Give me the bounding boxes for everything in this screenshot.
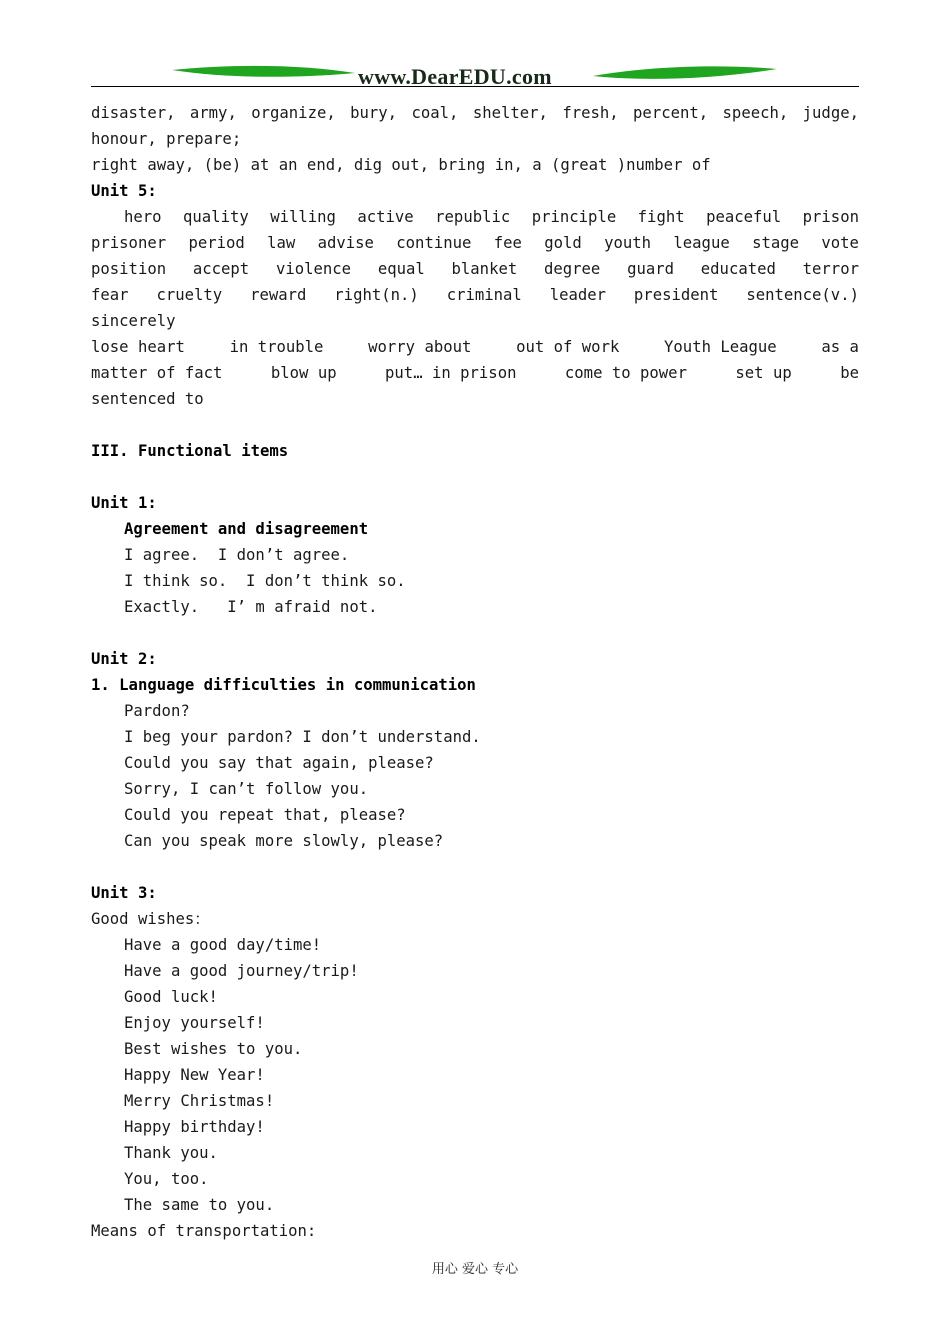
functional-unit3-subtitle: Good wishes： xyxy=(91,910,210,928)
vocab-item: president xyxy=(633,286,719,304)
vocab-item: fight xyxy=(637,208,685,226)
vocab-item: lose heart xyxy=(91,338,185,356)
vocab-item: fresh, xyxy=(562,104,619,122)
vocab-item: reward xyxy=(250,286,307,304)
vocab-item: peaceful xyxy=(706,208,782,226)
unit4-words-line-1 xyxy=(91,100,859,126)
left-swoosh xyxy=(172,66,355,77)
vocab-item: prisoner xyxy=(91,234,167,252)
vocab-item: equal xyxy=(377,260,425,278)
vocab-item: youth xyxy=(604,234,652,252)
unit5-words-line-1 xyxy=(91,204,859,230)
phrase-line: I agree. I don’t agree. xyxy=(124,546,350,564)
phrase-line: Good luck! xyxy=(124,988,218,1006)
vocab-item: set up xyxy=(735,364,792,382)
phrase-line: Could you say that again, please? xyxy=(124,754,434,772)
vocab-item: republic xyxy=(435,208,511,226)
vocab-item: matter of fact xyxy=(91,364,223,382)
phrase-line: The same to you. xyxy=(124,1196,275,1214)
functional-items-heading: III. Functional items xyxy=(91,442,289,460)
phrase-line: You, too. xyxy=(124,1170,209,1188)
vocab-item: guard xyxy=(627,260,675,278)
vocab-item: percent, xyxy=(633,104,709,122)
vocab-item: as a xyxy=(821,338,859,356)
vocab-item: blanket xyxy=(451,260,518,278)
unit5-words-line-3 xyxy=(91,256,859,282)
vocab-item: worry about xyxy=(368,338,472,356)
vocab-item: army, xyxy=(189,104,237,122)
unit5-phrases-line-2 xyxy=(91,360,859,386)
unit5-words-line-4 xyxy=(91,282,859,308)
vocab-item: position xyxy=(91,260,167,278)
spacer xyxy=(91,854,859,880)
vocab-item: coal, xyxy=(411,104,459,122)
functional-unit1-lines xyxy=(91,542,859,620)
means-of-transportation-heading: Means of transportation: xyxy=(91,1222,317,1240)
right-swoosh xyxy=(593,66,777,78)
vocab-item: educated xyxy=(700,260,776,278)
phrase-line: I beg your pardon? I don’t understand. xyxy=(124,728,481,746)
vocab-item: prison xyxy=(802,208,859,226)
functional-unit2-lines xyxy=(91,698,859,854)
vocab-item: law xyxy=(267,234,296,252)
phrase-line: Exactly. I’ m afraid not. xyxy=(124,598,378,616)
vocab-item: organize, xyxy=(251,104,336,122)
vocab-item: violence xyxy=(275,260,352,278)
unit5-title: Unit 5: xyxy=(91,182,157,200)
vocab-item: shelter, xyxy=(472,104,548,122)
vocab-item: quality xyxy=(183,208,249,226)
vocab-item: fear xyxy=(91,286,129,304)
vocab-item: degree xyxy=(543,260,601,278)
unit4-phrases: right away, (be) at an end, dig out, bring in, a (great )number of xyxy=(91,156,711,174)
vocab-item: be xyxy=(840,364,859,382)
unit5-phrases-line-1 xyxy=(91,334,859,360)
vocab-item: bury, xyxy=(350,104,398,122)
vocab-item: out of work xyxy=(516,338,620,356)
phrase-line: Enjoy yourself! xyxy=(124,1014,265,1032)
functional-unit1-title: Unit 1: xyxy=(91,494,157,512)
vocab-item: league xyxy=(673,234,730,252)
phrase-line: Happy birthday! xyxy=(124,1118,265,1136)
phrase-line: Happy New Year! xyxy=(124,1066,265,1084)
functional-unit3-title: Unit 3: xyxy=(91,884,157,902)
page-header xyxy=(0,0,950,100)
vocab-item: accept xyxy=(192,260,250,278)
vocab-item: vote xyxy=(821,234,859,252)
vocab-item: speech, xyxy=(722,104,789,122)
vocab-item: terror xyxy=(802,260,859,278)
document-body xyxy=(91,100,859,1244)
spacer xyxy=(91,412,859,438)
phrase-line: Best wishes to you. xyxy=(124,1040,303,1058)
unit5-phrases-line-3: sentenced to xyxy=(91,390,204,408)
functional-unit2-title: Unit 2: xyxy=(91,650,157,668)
vocab-item: active xyxy=(357,208,414,226)
vocab-item: principle xyxy=(531,208,617,226)
vocab-item: advise xyxy=(317,234,374,252)
vocab-item: fee xyxy=(493,234,522,252)
functional-unit3-lines xyxy=(91,932,859,1218)
vocab-item: gold xyxy=(544,234,582,252)
unit5-words-line-2 xyxy=(91,230,859,256)
spacer xyxy=(91,464,859,490)
phrase-line: I think so. I don’t think so. xyxy=(124,572,406,590)
phrase-line: Thank you. xyxy=(124,1144,218,1162)
spacer xyxy=(91,620,859,646)
vocab-item: leader xyxy=(549,286,607,304)
phrase-line: Have a good journey/trip! xyxy=(124,962,359,980)
vocab-item: in trouble xyxy=(229,338,324,356)
vocab-item: criminal xyxy=(446,286,522,304)
unit4-words-line-2: honour, prepare; xyxy=(91,130,242,148)
phrase-line: Sorry, I can’t follow you. xyxy=(124,780,369,798)
vocab-item: right(n.) xyxy=(334,286,419,304)
vocab-item: stage xyxy=(752,234,800,252)
site-logo-text: www.DearEDU.com xyxy=(358,64,552,89)
phrase-line: Could you repeat that, please? xyxy=(124,806,406,824)
vocab-item: disaster, xyxy=(91,104,176,122)
vocab-item: come to power xyxy=(564,364,687,382)
vocab-item: put… in prison xyxy=(385,364,517,382)
vocab-item: continue xyxy=(396,234,472,252)
page-footer: 用心 爱心 专心 xyxy=(431,1262,519,1277)
vocab-item: sentence(v.) xyxy=(746,286,859,304)
functional-unit2-subtitle: 1. Language difficulties in communication xyxy=(91,676,476,694)
vocab-item: willing xyxy=(270,208,336,226)
phrase-line: Merry Christmas! xyxy=(124,1092,275,1110)
vocab-item: judge, xyxy=(802,104,859,122)
unit5-words-line-5: sincerely xyxy=(91,312,176,330)
phrase-line: Have a good day/time! xyxy=(124,936,322,954)
phrase-line: Can you speak more slowly, please? xyxy=(124,832,444,850)
functional-unit1-subtitle: Agreement and disagreement xyxy=(124,520,369,538)
vocab-item: Youth League xyxy=(664,338,777,356)
vocab-item: period xyxy=(188,234,245,252)
vocab-item: hero xyxy=(124,208,162,226)
vocab-item: blow up xyxy=(270,364,337,382)
phrase-line: Pardon? xyxy=(124,702,190,720)
vocab-item: cruelty xyxy=(156,286,223,304)
